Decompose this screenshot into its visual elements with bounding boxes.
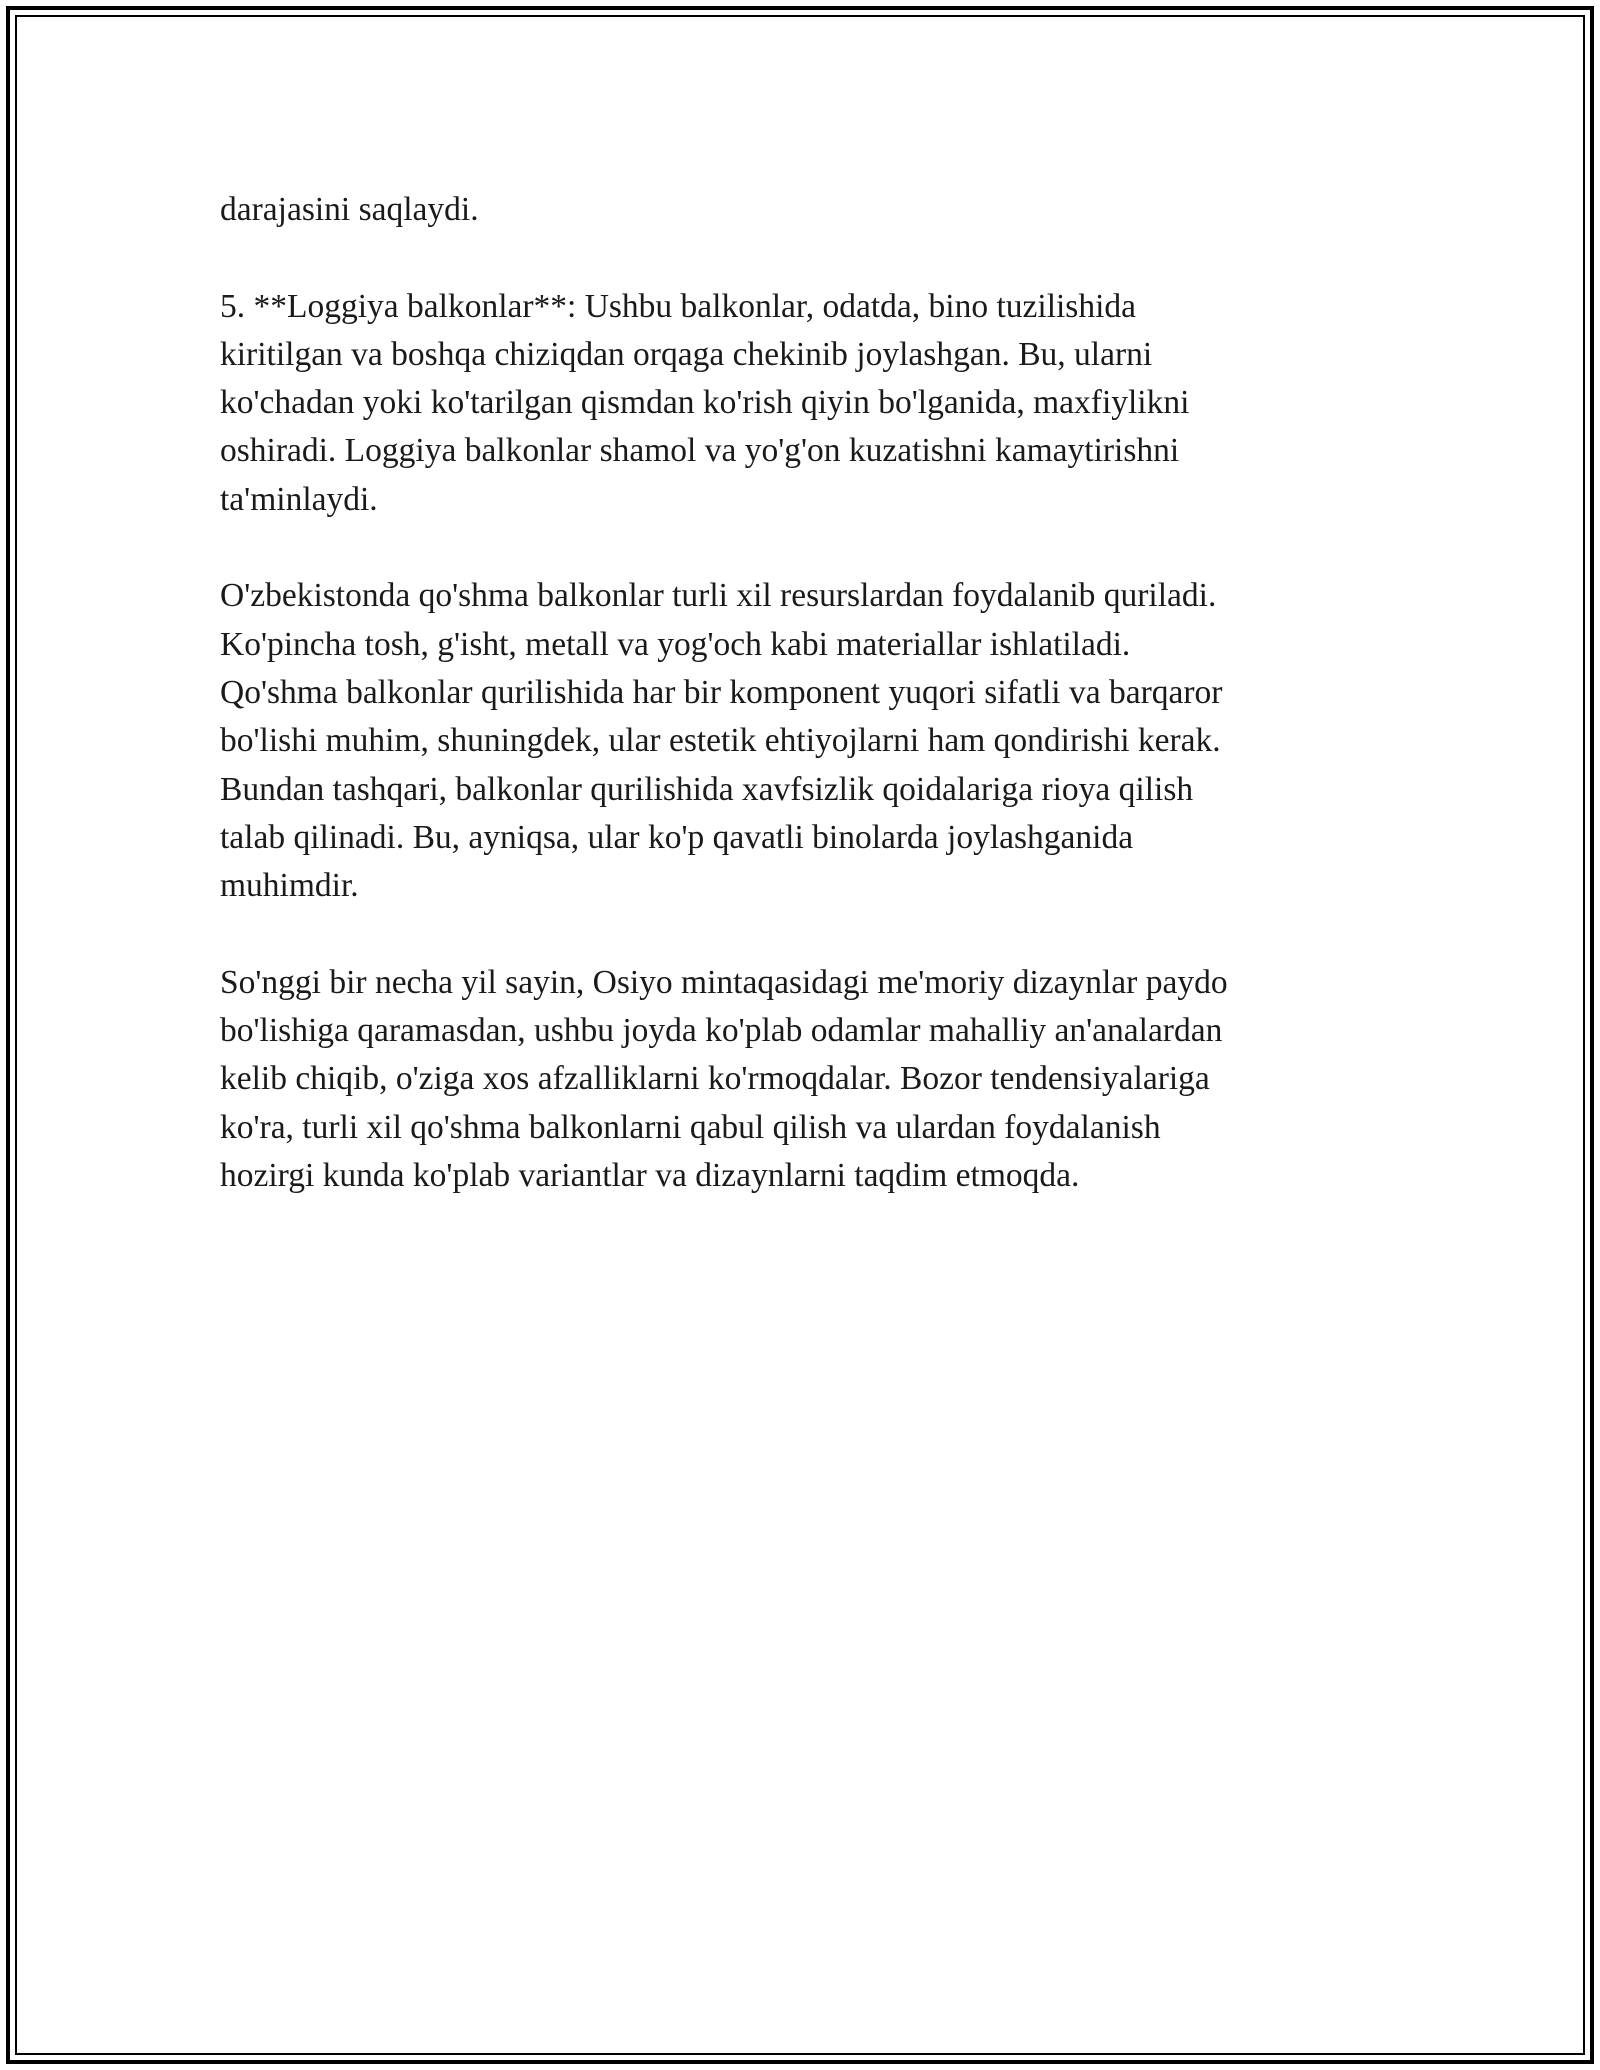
text-line: kelib chiqib, o'ziga xos afzalliklarni ko'rmoqdalar. Bozor tendensiyalariga [220,1060,1210,1098]
paragraph-continuation [220,186,1380,234]
paragraph-gap [220,524,1380,572]
text-line: ko'chadan yoki ko'tarilgan qismdan ko'rish qiyin bo'lganida, maxfiylikni [220,384,1190,422]
text-line: Bundan tashqari, balkonlar qurilishida xavfsizlik qoidalariga rioya qilish [220,770,1194,808]
text-line: So'nggi bir necha yil sayin, Osiyo mintaqasidagi me'moriy dizaynlar paydo [220,963,1228,1001]
document-body [220,186,1380,1200]
paragraph-trends [220,959,1380,1200]
text-line: Ko'pincha tosh, g'isht, metall va yog'och kabi materiallar ishlatiladi. [220,625,1131,663]
text-line: hozirgi kunda ko'plab variantlar va dizaynlarni taqdim etmoqda. [220,1156,1080,1194]
paragraph-gap [220,234,1380,282]
text-line: 5. **Loggiya balkonlar**: Ushbu balkonlar, odatda, bino tuzilishida [220,287,1137,325]
paragraph-gap [220,910,1380,958]
text-line: kiritilgan va boshqa chiziqdan orqaga chekinib joylashgan. Bu, ularni [220,335,1153,373]
text-line: bo'lishi muhim, shuningdek, ular estetik ehtiyojlarni ham qondirishi kerak. [220,722,1221,760]
text-line: muhimdir. [220,867,359,905]
paragraph-materials [220,572,1380,910]
text-line: ta'minlaydi. [220,480,378,518]
text-line: O'zbekistonda qo'shma balkonlar turli xil resurslardan foydalanib quriladi. [220,577,1217,615]
paragraph-loggiya-balkonlar [220,283,1380,524]
text-line: bo'lishiga qaramasdan, ushbu joyda ko'plab odamlar mahalliy an'analardan [220,1012,1223,1050]
text-line: talab qilinadi. Bu, ayniqsa, ular ko'p qavatli binolarda joylashganida [220,818,1134,856]
text-line: oshiradi. Loggiya balkonlar shamol va yo'g'on kuzatishni kamaytirishni [220,432,1180,470]
text-line: darajasini saqlaydi. [220,191,479,228]
text-line: ko'ra, turli xil qo'shma balkonlarni qabul qilish va ulardan foydalanish [220,1108,1161,1146]
text-line: Qo'shma balkonlar qurilishida har bir komponent yuqori sifatli va barqaror [220,673,1223,711]
